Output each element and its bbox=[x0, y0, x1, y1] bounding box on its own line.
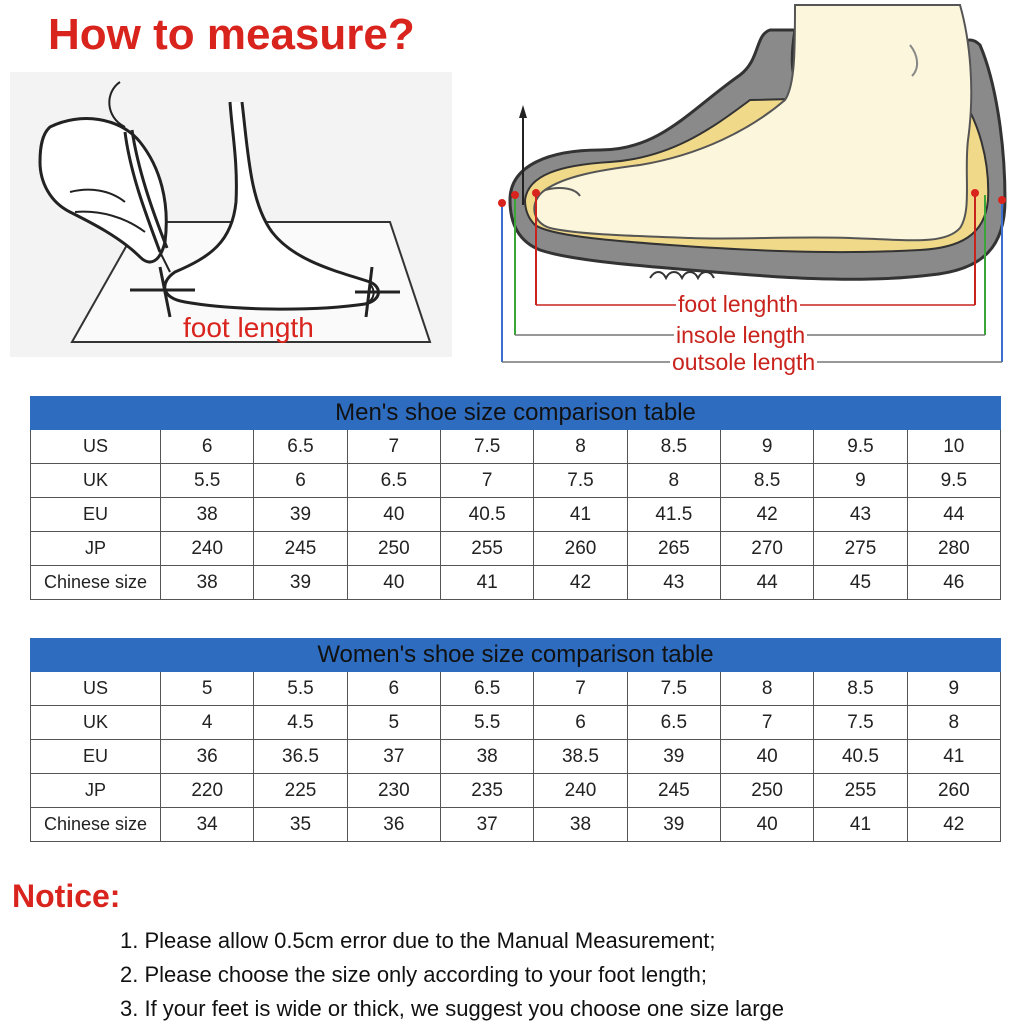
table-cell: 41 bbox=[534, 498, 627, 532]
table-cell: 41 bbox=[440, 566, 533, 600]
table-cell: 245 bbox=[254, 532, 347, 566]
table-cell: 9 bbox=[907, 672, 1000, 706]
table-cell: 5 bbox=[347, 706, 440, 740]
table-cell: 40 bbox=[720, 808, 813, 842]
table-cell: 9.5 bbox=[907, 464, 1000, 498]
table-cell: 36 bbox=[347, 808, 440, 842]
table-cell: 8.5 bbox=[720, 464, 813, 498]
notice-title: Notice: bbox=[12, 878, 121, 914]
row-label: US bbox=[31, 430, 161, 464]
table-cell: 6.5 bbox=[347, 464, 440, 498]
row-label: JP bbox=[31, 532, 161, 566]
table-cell: 42 bbox=[720, 498, 813, 532]
notice-item: 3. If your feet is wide or thick, we suggest you choose one size large bbox=[120, 996, 785, 1021]
table-row bbox=[31, 808, 1001, 842]
table-row bbox=[31, 430, 1001, 464]
table-cell: 280 bbox=[907, 532, 1000, 566]
table-cell: 35 bbox=[254, 808, 347, 842]
table-cell: 37 bbox=[440, 808, 533, 842]
row-label: Chinese size bbox=[31, 566, 161, 600]
table-cell: 42 bbox=[534, 566, 627, 600]
table-row bbox=[31, 706, 1001, 740]
table-cell: 255 bbox=[814, 774, 907, 808]
table-cell: 8.5 bbox=[627, 430, 720, 464]
table-cell: 5 bbox=[161, 672, 254, 706]
foot-length-dimension-label: foot lenghth bbox=[678, 291, 799, 317]
table-cell: 6 bbox=[254, 464, 347, 498]
table-cell: 44 bbox=[720, 566, 813, 600]
table-cell: 240 bbox=[534, 774, 627, 808]
table-cell: 235 bbox=[440, 774, 533, 808]
table-cell: 8 bbox=[907, 706, 1000, 740]
table-cell: 40.5 bbox=[440, 498, 533, 532]
table-cell: 4 bbox=[161, 706, 254, 740]
table-cell: 38 bbox=[440, 740, 533, 774]
row-label: JP bbox=[31, 774, 161, 808]
row-label: UK bbox=[31, 464, 161, 498]
table-cell: 38 bbox=[161, 498, 254, 532]
table-cell: 40 bbox=[720, 740, 813, 774]
table-cell: 8 bbox=[627, 464, 720, 498]
table-cell: 225 bbox=[254, 774, 347, 808]
table-cell: 46 bbox=[907, 566, 1000, 600]
table-cell: 7.5 bbox=[814, 706, 907, 740]
table-cell: 34 bbox=[161, 808, 254, 842]
table-cell: 45 bbox=[814, 566, 907, 600]
table-cell: 39 bbox=[627, 808, 720, 842]
table-cell: 250 bbox=[347, 532, 440, 566]
table-cell: 7.5 bbox=[534, 464, 627, 498]
mens-size-table bbox=[30, 396, 1001, 600]
table-cell: 250 bbox=[720, 774, 813, 808]
notice-list bbox=[120, 926, 784, 1028]
table-cell: 41 bbox=[907, 740, 1000, 774]
outsole-length-dimension-label: outsole length bbox=[672, 349, 816, 375]
womens-table-title: Women's shoe size comparison table bbox=[31, 639, 1001, 672]
table-cell: 260 bbox=[534, 532, 627, 566]
table-cell: 5.5 bbox=[254, 672, 347, 706]
table-cell: 255 bbox=[440, 532, 533, 566]
table-cell: 7 bbox=[720, 706, 813, 740]
table-cell: 39 bbox=[254, 498, 347, 532]
row-label: US bbox=[31, 672, 161, 706]
table-cell: 38 bbox=[534, 808, 627, 842]
table-cell: 265 bbox=[627, 532, 720, 566]
table-cell: 260 bbox=[907, 774, 1000, 808]
table-cell: 6.5 bbox=[627, 706, 720, 740]
table-cell: 220 bbox=[161, 774, 254, 808]
table-cell: 43 bbox=[627, 566, 720, 600]
table-cell: 9.5 bbox=[814, 430, 907, 464]
table-cell: 7 bbox=[534, 672, 627, 706]
row-label: EU bbox=[31, 740, 161, 774]
table-cell: 245 bbox=[627, 774, 720, 808]
foot-length-label: foot length bbox=[183, 312, 314, 343]
table-cell: 5.5 bbox=[440, 706, 533, 740]
table-cell: 40 bbox=[347, 498, 440, 532]
page-title: How to measure? bbox=[48, 10, 415, 59]
table-cell: 36 bbox=[161, 740, 254, 774]
table-row bbox=[31, 532, 1001, 566]
table-cell: 7.5 bbox=[440, 430, 533, 464]
table-cell: 9 bbox=[814, 464, 907, 498]
table-cell: 8 bbox=[534, 430, 627, 464]
table-row bbox=[31, 498, 1001, 532]
row-label: EU bbox=[31, 498, 161, 532]
table-cell: 8.5 bbox=[814, 672, 907, 706]
table-cell: 41 bbox=[814, 808, 907, 842]
mens-table-title: Men's shoe size comparison table bbox=[31, 397, 1001, 430]
table-cell: 43 bbox=[814, 498, 907, 532]
table-cell: 8 bbox=[720, 672, 813, 706]
table-row bbox=[31, 740, 1001, 774]
table-cell: 275 bbox=[814, 532, 907, 566]
table-cell: 6.5 bbox=[254, 430, 347, 464]
table-cell: 39 bbox=[254, 566, 347, 600]
notice-item: 2. Please choose the size only according to your foot length; bbox=[120, 962, 708, 987]
table-cell: 10 bbox=[907, 430, 1000, 464]
table-row bbox=[31, 464, 1001, 498]
table-cell: 5.5 bbox=[161, 464, 254, 498]
table-cell: 6 bbox=[161, 430, 254, 464]
table-cell: 7.5 bbox=[627, 672, 720, 706]
notice-item: 1. Please allow 0.5cm error due to the Manual Measurement; bbox=[120, 928, 716, 953]
table-row bbox=[31, 566, 1001, 600]
table-cell: 42 bbox=[907, 808, 1000, 842]
table-row bbox=[31, 774, 1001, 808]
table-cell: 44 bbox=[907, 498, 1000, 532]
table-cell: 6.5 bbox=[440, 672, 533, 706]
table-cell: 230 bbox=[347, 774, 440, 808]
table-cell: 36.5 bbox=[254, 740, 347, 774]
table-cell: 40.5 bbox=[814, 740, 907, 774]
row-label: UK bbox=[31, 706, 161, 740]
womens-size-table bbox=[30, 638, 1001, 842]
table-cell: 240 bbox=[161, 532, 254, 566]
table-cell: 7 bbox=[440, 464, 533, 498]
table-cell: 39 bbox=[627, 740, 720, 774]
table-cell: 38.5 bbox=[534, 740, 627, 774]
table-cell: 6 bbox=[347, 672, 440, 706]
insole-length-dimension-label: insole length bbox=[676, 322, 806, 348]
table-cell: 9 bbox=[720, 430, 813, 464]
table-cell: 4.5 bbox=[254, 706, 347, 740]
table-cell: 270 bbox=[720, 532, 813, 566]
table-cell: 6 bbox=[534, 706, 627, 740]
table-cell: 41.5 bbox=[627, 498, 720, 532]
table-cell: 37 bbox=[347, 740, 440, 774]
table-cell: 40 bbox=[347, 566, 440, 600]
table-row bbox=[31, 672, 1001, 706]
table-cell: 7 bbox=[347, 430, 440, 464]
row-label: Chinese size bbox=[31, 808, 161, 842]
shoe-cross-section-illustration bbox=[490, 0, 1024, 380]
table-cell: 38 bbox=[161, 566, 254, 600]
